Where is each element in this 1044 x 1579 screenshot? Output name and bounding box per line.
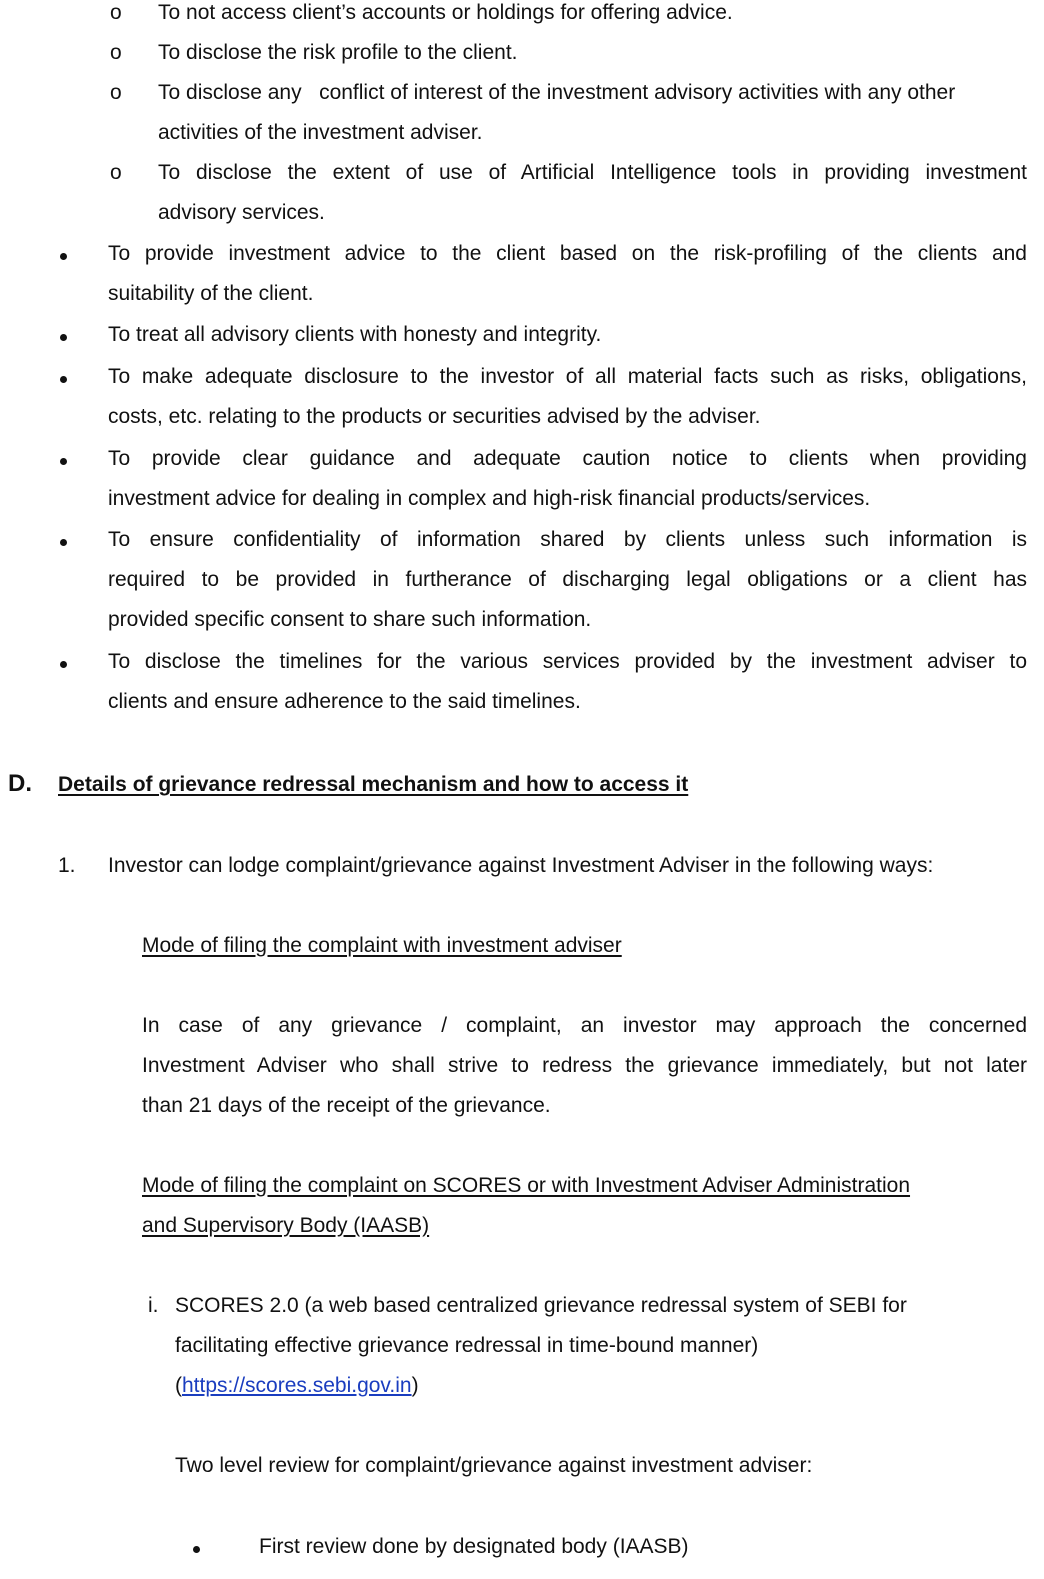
bullet-text: provided specific consent to share such information.	[108, 608, 592, 631]
section-letter: D.	[8, 770, 32, 797]
bullet-text: costs, etc. relating to the products or securities advised by the adviser.	[108, 405, 761, 428]
section-title: Details of grievance redressal mechanism and how to access it	[58, 773, 689, 796]
sub-bullet-marker: o	[110, 41, 122, 64]
scores-text: facilitating effective grievance redressal in time-bound manner)	[175, 1334, 759, 1357]
bullet-icon	[60, 322, 67, 348]
sub-bullet-marker: o	[110, 81, 122, 104]
sub-bullet-text: To disclose the risk profile to the client.	[158, 41, 518, 64]
bullet-text: To make adequate disclosure to the investor of all material facts such as risks, obligations,	[108, 365, 1027, 388]
subsection-title: Mode of filing the complaint with investment adviser	[142, 934, 622, 957]
roman-marker: i.	[148, 1294, 159, 1317]
item-text: Investor can lodge complaint/grievance against Investment Adviser in the following ways:	[108, 854, 934, 877]
bullet-text: To provide clear guidance and adequate caution notice to clients when providing	[108, 447, 1027, 470]
review-item: First review done by designated body (IAASB)	[259, 1535, 689, 1558]
sub-bullet-marker: o	[110, 1, 122, 24]
paragraph-line: In case of any grievance / complaint, an investor may approach the concerned	[142, 1014, 1027, 1037]
paren-close: )	[411, 1374, 419, 1397]
bullet-text: suitability of the client.	[108, 282, 314, 305]
sub-bullet-text: activities of the investment adviser.	[158, 121, 483, 144]
bullet-icon	[60, 649, 67, 675]
subsection-title: and Supervisory Body (IAASB)	[142, 1214, 430, 1237]
sub-bullet-text: To disclose any conflict of interest of the investment advisory activities with any other	[158, 81, 956, 104]
sub-bullet-marker: o	[110, 161, 122, 184]
paragraph-line: Investment Adviser who shall strive to redress the grievance immediately, but not later	[142, 1054, 1027, 1077]
item-number: 1.	[58, 854, 76, 877]
sub-bullet-text: advisory services.	[158, 201, 325, 224]
bullet-text: To ensure confidentiality of information shared by clients unless such information is	[108, 528, 1027, 551]
bullet-icon	[60, 241, 67, 267]
review-intro: Two level review for complaint/grievance against investment adviser:	[175, 1454, 813, 1477]
bullet-text: To disclose the timelines for the various services provided by the investment adviser to	[108, 650, 1027, 673]
paren-open: (	[175, 1374, 182, 1397]
bullet-icon	[60, 527, 67, 553]
bullet-text: investment advice for dealing in complex and high-risk financial products/services.	[108, 487, 871, 510]
sub-bullet-text: To not access client’s accounts or holdings for offering advice.	[158, 1, 733, 24]
scores-text: SCORES 2.0 (a web based centralized grievance redressal system of SEBI for	[175, 1294, 907, 1317]
bullet-icon	[60, 446, 67, 472]
paragraph-line: than 21 days of the receipt of the grievance.	[142, 1094, 551, 1117]
subsection-title: Mode of filing the complaint on SCORES or with Investment Adviser Administration	[142, 1174, 911, 1197]
scores-link[interactable]: https://scores.sebi.gov.in	[182, 1374, 412, 1397]
sub-bullet-text: To disclose the extent of use of Artificial Intelligence tools in providing investment	[158, 161, 1027, 184]
bullet-text: To provide investment advice to the client based on the risk-profiling of the clients and	[108, 242, 1027, 265]
bullet-text: To treat all advisory clients with honesty and integrity.	[108, 323, 602, 346]
bullet-icon	[193, 1534, 200, 1560]
bullet-text: clients and ensure adherence to the said timelines.	[108, 690, 581, 713]
scores-link-line	[175, 1373, 419, 1399]
bullet-icon	[60, 364, 67, 390]
bullet-text: required to be provided in furtherance of discharging legal obligations or a client has	[108, 568, 1027, 591]
